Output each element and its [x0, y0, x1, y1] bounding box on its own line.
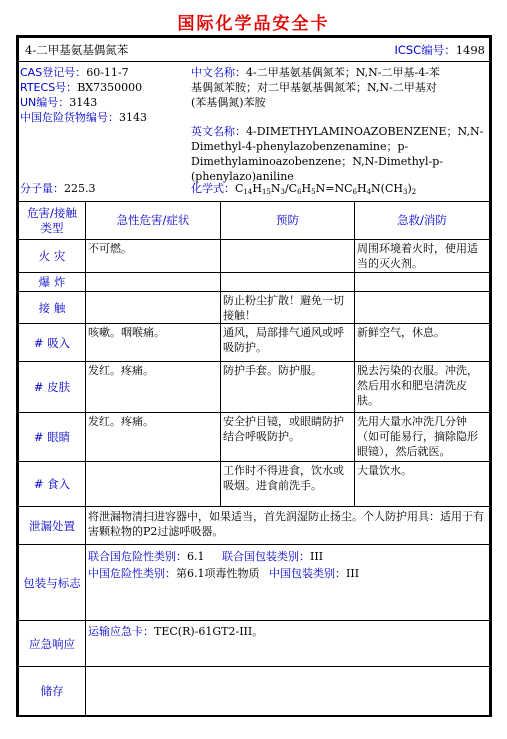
row-ingestion-first-aid: 大量饮水。	[355, 462, 490, 507]
rtecs-value: BX7350000	[77, 81, 143, 94]
en-name-label: 英文名称：	[191, 125, 246, 138]
row-fire-prevention	[221, 240, 355, 273]
packaging-content	[86, 545, 490, 621]
row-inhalation-symptom: 咳嗽。咽喉痛。	[86, 324, 221, 362]
row-ingestion-type: # 食入	[18, 462, 86, 507]
un-class-label: 联合国危险性类别：	[88, 550, 187, 563]
rtecs-label: RTECS号：	[20, 81, 78, 94]
un-classification-row	[88, 548, 487, 565]
row-ingestion-prevention: 工作时不得进食，饮水或吸烟。进食前洗手。	[221, 462, 355, 507]
header-symptom: 急性危害/症状	[86, 202, 221, 240]
row-eyes-prevention: 安全护目镜，或眼睛防护结合呼吸防护。	[221, 413, 355, 462]
formula-label: 化学式：	[191, 182, 235, 195]
formula-row	[191, 180, 416, 196]
cas-value: 60-11-7	[86, 66, 129, 79]
identifiers-column	[20, 65, 190, 125]
cn-class-value: 第6.1项毒性物质	[176, 567, 260, 580]
en-name-line2: Dimethyl-4-phenylazobenzenamine；p-	[191, 140, 409, 153]
en-name-line4: (phenylazo)aniline	[191, 170, 294, 183]
row-inhalation-type: # 吸入	[18, 324, 86, 362]
emergency-content	[86, 621, 490, 667]
row-explosion-type: 爆 炸	[18, 273, 86, 292]
row-contact-prevention: 防止粉尘扩散！避免一切接触！	[221, 292, 355, 324]
row-fire-symptom: 不可燃。	[86, 240, 221, 273]
un-row	[20, 95, 190, 110]
cn-name-line2: 基偶氮苯胺；对二甲基氨基偶氮苯；N,N-二甲基对	[191, 81, 437, 94]
header-type: 危害/接触类型	[18, 202, 86, 240]
un-pack-label: 联合国包装类别：	[222, 550, 310, 563]
cn-danger-label: 中国危险货物编号：	[20, 111, 119, 124]
chemical-name: 4-二甲基氨基偶氮苯	[25, 43, 129, 57]
spill-text: 将泄漏物清扫进容器中，如果适当，首先润湿防止扬尘。个人防护用具：适用于有害颗粒物的P2过滤呼吸器。	[86, 507, 490, 545]
row-inhalation-first-aid: 新鲜空气，休息。	[355, 324, 490, 362]
row-explosion-first-aid	[355, 273, 490, 292]
header-prevention: 预防	[221, 202, 355, 240]
cn-danger-value: 3143	[119, 111, 147, 124]
cas-row	[20, 65, 190, 80]
storage-label: 储存	[18, 667, 86, 715]
cas-label: CAS登记号：	[20, 66, 87, 79]
packaging-label: 包装与标志	[18, 545, 86, 621]
safety-card	[16, 35, 492, 717]
cn-name-label: 中文名称：	[191, 66, 246, 79]
card-title: 国际化学品安全卡	[177, 14, 330, 34]
row-skin-symptom: 发红。疼痛。	[86, 362, 221, 413]
chinese-name-block	[191, 65, 489, 110]
row-explosion-symptom	[86, 273, 221, 292]
row-fire-first-aid: 周围环境着火时，使用适当的灭火剂。	[355, 240, 490, 273]
icsc-label: ICSC编号：	[394, 43, 456, 57]
spill-label: 泄漏处置	[18, 507, 86, 545]
cn-class-label: 中国危险性类别：	[88, 567, 176, 580]
un-label: UN编号：	[20, 96, 70, 109]
row-contact-symptom	[86, 292, 221, 324]
un-value: 3143	[69, 96, 98, 109]
row-contact-first-aid	[355, 292, 490, 324]
row-explosion-prevention	[221, 273, 355, 292]
un-class-value: 6.1	[187, 550, 205, 563]
un-pack-value: III	[310, 550, 324, 563]
row-skin-prevention: 防护手套。防护服。	[221, 362, 355, 413]
cn-danger-row	[20, 110, 190, 125]
storage-text	[86, 667, 490, 715]
identification-block	[18, 62, 490, 202]
cn-pack-label: 中国包装类别：	[269, 567, 346, 580]
row-ingestion-symptom	[86, 462, 221, 507]
row-eyes-symptom: 发红。疼痛。	[86, 413, 221, 462]
cn-pack-value: III	[346, 567, 360, 580]
cn-name-line3: (苯基偶氮)苯胺	[191, 96, 266, 109]
en-name-line3: Dimethylaminoazobenzene；N,N-Dimethyl-p-	[191, 155, 443, 168]
row-eyes-first-aid: 先用大量水冲洗几分钟（如可能易行，摘除隐形眼镜），然后就医。	[355, 413, 490, 462]
icsc-value: 1498	[455, 43, 485, 57]
molecular-weight-row	[20, 180, 96, 196]
en-name-line1: 4-DIMETHYLAMINOAZOBENZENE；N,N-	[246, 125, 484, 138]
rtecs-row	[20, 80, 190, 95]
emergency-card-value: TEC(R)-61GT2-III。	[154, 625, 264, 638]
cn-name-line1: 4-二甲基氨基偶氮苯；N,N-二甲基-4-苯	[246, 66, 440, 79]
mw-label: 分子量：	[20, 182, 64, 195]
emergency-card-label: 运输应急卡：	[88, 625, 154, 638]
emergency-label: 应急响应	[18, 621, 86, 667]
row-skin-first-aid: 脱去污染的衣服。冲洗，然后用水和肥皂清洗皮肤。	[355, 362, 490, 413]
row-eyes-type: # 眼睛	[18, 413, 86, 462]
row-inhalation-prevention: 通风，局部排气通风或呼吸防护。	[221, 324, 355, 362]
row-skin-type: # 皮肤	[18, 362, 86, 413]
row-fire-type: 火 灾	[18, 240, 86, 273]
row-contact-type: 接 触	[18, 292, 86, 324]
english-name-block	[191, 124, 489, 184]
cn-classification-row	[88, 565, 487, 582]
icsc-number	[394, 42, 485, 58]
mw-value: 225.3	[64, 182, 96, 195]
formula-value: $C_{14}H_{15}N_3/C_6H_5N=NC_6H_4N(CH_3)_2$	[235, 182, 417, 196]
header-first-aid: 急救/消防	[355, 202, 490, 240]
header-row	[18, 37, 490, 62]
